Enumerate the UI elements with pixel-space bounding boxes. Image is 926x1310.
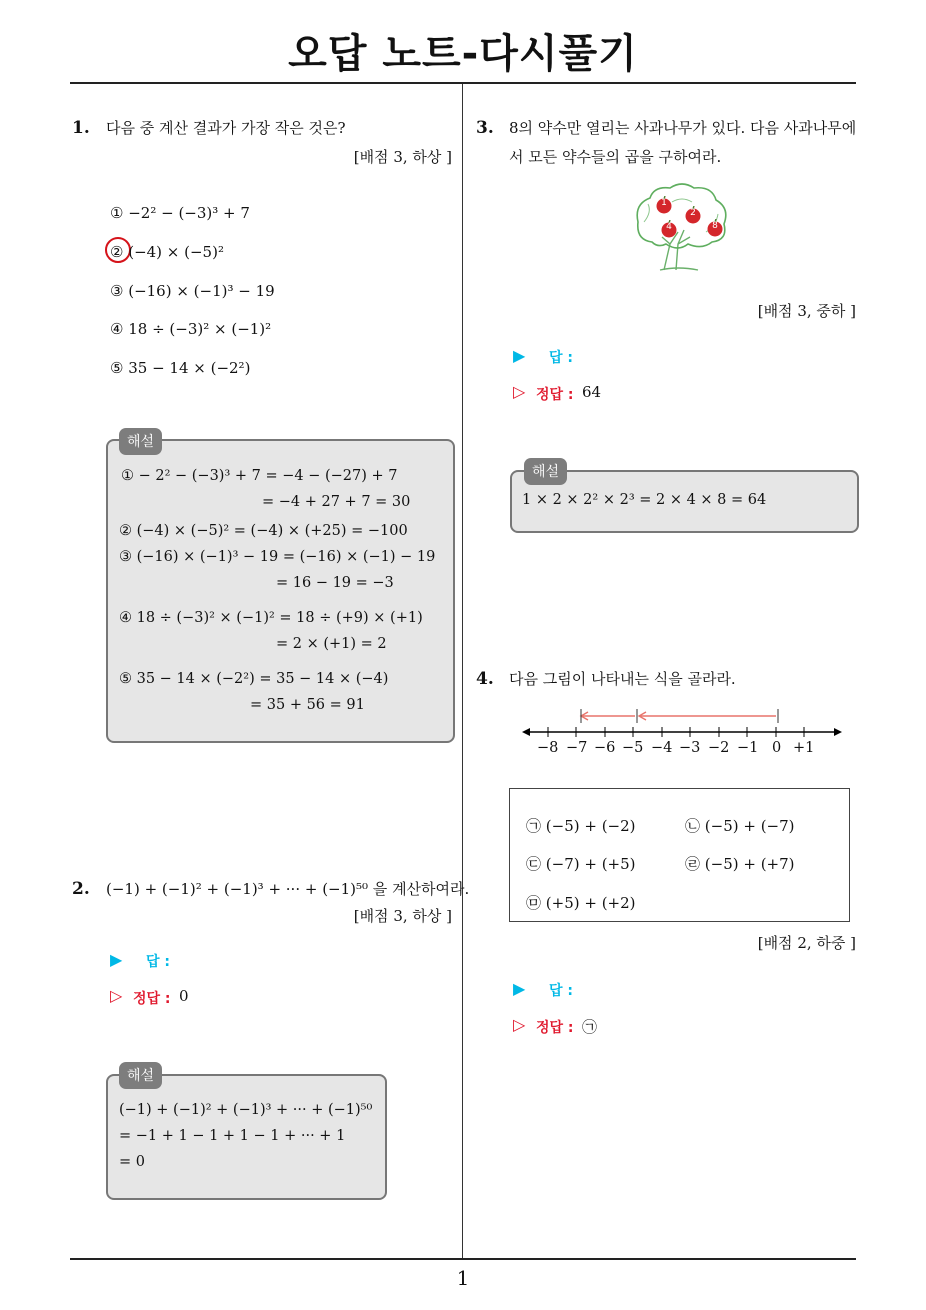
number-line-tick: −1 <box>737 740 759 756</box>
q3-number: 3. <box>476 118 494 138</box>
q2-correct-label: 정답 : <box>133 991 171 1007</box>
q3-solution-line: 1 × 2 × 2² × 2³ = 2 × 4 × 8 = 64 <box>522 492 767 508</box>
q1-solution-line: ⑤ 35 − 14 × (−2²) = 35 − 14 × (−4) <box>119 671 389 687</box>
q2-correct-value: 0 <box>179 987 189 1005</box>
q4-score: [배점 2, 하중 ] <box>757 934 856 952</box>
number-line-tick: −4 <box>651 740 673 756</box>
column-divider <box>462 84 463 1260</box>
q3-text-line1: 8의 약수만 열리는 사과나무가 있다. 다음 사과나무에 <box>509 119 857 137</box>
apple-label: 8 <box>712 221 718 231</box>
q4-text: 다음 그림이 나타내는 식을 골라라. <box>509 670 736 688</box>
number-line-tick: −5 <box>622 740 644 756</box>
page-title: 오답 노트-다시풀기 <box>288 31 638 77</box>
q2-solution-line: = 0 <box>119 1154 145 1170</box>
q1-choice-3[interactable]: ③ (−16) × (−1)³ − 19 <box>110 282 275 300</box>
q2-score: [배점 3, 하상 ] <box>353 907 452 925</box>
q1-choice-5[interactable]: ⑤ 35 − 14 × (−2²) <box>110 359 251 377</box>
correct-arrow-icon: ▷ <box>110 986 123 1005</box>
footer-rule <box>70 1258 856 1260</box>
q4-option-3[interactable]: ㉢ (−7) + (+5) <box>526 855 636 873</box>
q1-score: [배점 3, 하상 ] <box>353 148 452 166</box>
q4-correct-label: 정답 : <box>536 1020 574 1036</box>
number-line-tick: −3 <box>679 740 701 756</box>
q3-answer-label: 답 : <box>549 350 573 366</box>
apple-label: 1 <box>661 198 667 208</box>
number-line-tick: −7 <box>566 740 588 756</box>
answer-arrow-icon: ▶ <box>110 950 123 969</box>
q2-number: 2. <box>72 879 90 899</box>
q1-solution-line: = 35 + 56 = 91 <box>250 697 365 713</box>
q1-solution-line: ③ (−16) × (−1)³ − 19 = (−16) × (−1) − 19 <box>119 549 436 565</box>
q1-solution-line: = −4 + 27 + 7 = 30 <box>262 494 411 510</box>
q1-choice-2[interactable]: ② (−4) × (−5)² <box>110 243 224 261</box>
q2-solution-line: = −1 + 1 − 1 + 1 − 1 + ··· + 1 <box>119 1128 346 1144</box>
q1-solution-line: = 2 × (+1) = 2 <box>276 636 387 652</box>
apple-label: 4 <box>666 222 672 232</box>
q4-number: 4. <box>476 669 494 689</box>
q1-text: 다음 중 계산 결과가 가장 작은 것은? <box>106 119 346 137</box>
q2-solution-line: (−1) + (−1)² + (−1)³ + ··· + (−1)⁵⁰ <box>119 1102 373 1118</box>
q3-correct-label: 정답 : <box>536 387 574 403</box>
header-rule <box>70 82 856 84</box>
page-number: 1 <box>456 1266 470 1290</box>
q4-option-5[interactable]: ㉤ (+5) + (+2) <box>526 894 636 912</box>
number-line-tick: 0 <box>772 740 782 756</box>
correct-arrow-icon: ▷ <box>513 1015 526 1034</box>
q4-option-1[interactable]: ㉠ (−5) + (−2) <box>526 817 636 835</box>
number-line-tick: −2 <box>708 740 730 756</box>
q1-choice-4[interactable]: ④ 18 ÷ (−3)² × (−1)² <box>110 320 272 338</box>
q4-answer-label: 답 : <box>549 983 573 999</box>
q1-solution-line: = 16 − 19 = −3 <box>276 575 394 591</box>
q3-solution-tab: 해설 <box>524 458 567 485</box>
answer-arrow-icon: ▶ <box>513 346 526 365</box>
q3-correct-value: 64 <box>582 383 602 401</box>
q4-option-4[interactable]: ㉣ (−5) + (+7) <box>685 855 795 873</box>
q2-solution-tab: 해설 <box>119 1062 162 1089</box>
q2-text: (−1) + (−1)² + (−1)³ + ··· + (−1)⁵⁰ 을 계산하여라. <box>106 880 470 898</box>
number-line-tick: −8 <box>537 740 559 756</box>
correct-arrow-icon: ▷ <box>513 382 526 401</box>
number-line-tick: +1 <box>793 740 815 756</box>
q2-answer-label: 답 : <box>146 954 170 970</box>
q3-text-line2: 서 모든 약수들의 곱을 구하여라. <box>509 148 722 166</box>
q1-choice-1[interactable]: ① −2² − (−3)³ + 7 <box>110 204 250 222</box>
q1-solution-line: ④ 18 ÷ (−3)² × (−1)² = 18 ÷ (+9) × (+1) <box>119 610 423 626</box>
q1-solution-line: ① − 2² − (−3)³ + 7 = −4 − (−27) + 7 <box>121 468 398 484</box>
apple-label: 2 <box>690 208 696 218</box>
q1-solution-tab: 해설 <box>119 428 162 455</box>
number-line-tick: −6 <box>594 740 616 756</box>
q4-correct-value: ㉠ <box>582 1018 598 1036</box>
q1-solution-line: ② (−4) × (−5)² = (−4) × (+25) = −100 <box>119 523 408 539</box>
q3-score: [배점 3, 중하 ] <box>757 302 856 320</box>
answer-arrow-icon: ▶ <box>513 979 526 998</box>
q1-number: 1. <box>72 118 90 138</box>
q4-option-2[interactable]: ㉡ (−5) + (−7) <box>685 817 795 835</box>
